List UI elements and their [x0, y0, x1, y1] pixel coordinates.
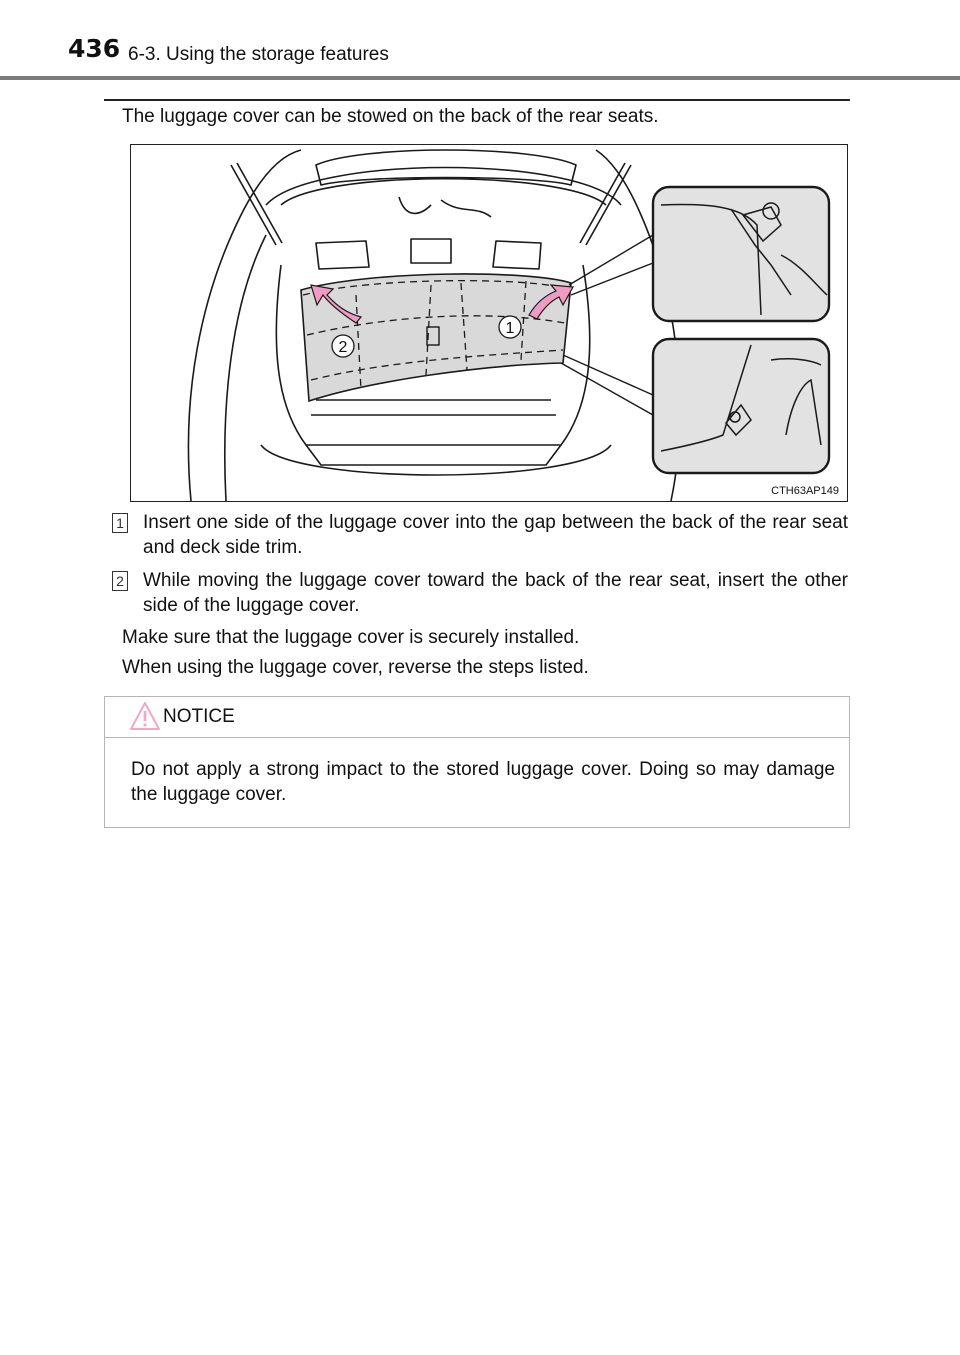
callout-2-label: 2 [338, 339, 348, 356]
step-1-text: Insert one side of the luggage cover into the gap between the back of the rear seat and deck side trim. [143, 512, 848, 558]
notice-header [105, 697, 849, 738]
figure-code: CTH63AP149 [771, 485, 839, 497]
page-number: 436 [68, 34, 121, 63]
callout-1-label: 1 [505, 320, 515, 337]
step-2-text: While moving the luggage cover toward the back of the rear seat, insert the other side of the luggage cover. [143, 570, 848, 616]
intro-text: The luggage cover can be stowed on the back of the rear seats. [122, 106, 659, 127]
note-reverse: When using the luggage cover, reverse the steps listed. [122, 657, 589, 678]
header-rule [0, 76, 960, 80]
car-cargo-drawing [131, 145, 847, 501]
step-2-number: 2 [112, 571, 128, 591]
warning-triangle-icon [129, 701, 161, 731]
step-1 [112, 510, 848, 560]
step-1-number: 1 [112, 513, 128, 533]
chapter-title: 6-3. Using the storage features [128, 44, 389, 65]
notice-body: Do not apply a strong impact to the stored luggage cover. Doing so may damage the luggage cover. [131, 759, 835, 805]
page-header [0, 0, 960, 84]
notice-box [104, 696, 850, 828]
notice-title: NOTICE [163, 706, 235, 727]
note-secure: Make sure that the luggage cover is securely installed. [122, 627, 580, 648]
section-rule [104, 99, 850, 101]
luggage-cover-illustration [130, 144, 848, 502]
step-2 [112, 568, 848, 618]
